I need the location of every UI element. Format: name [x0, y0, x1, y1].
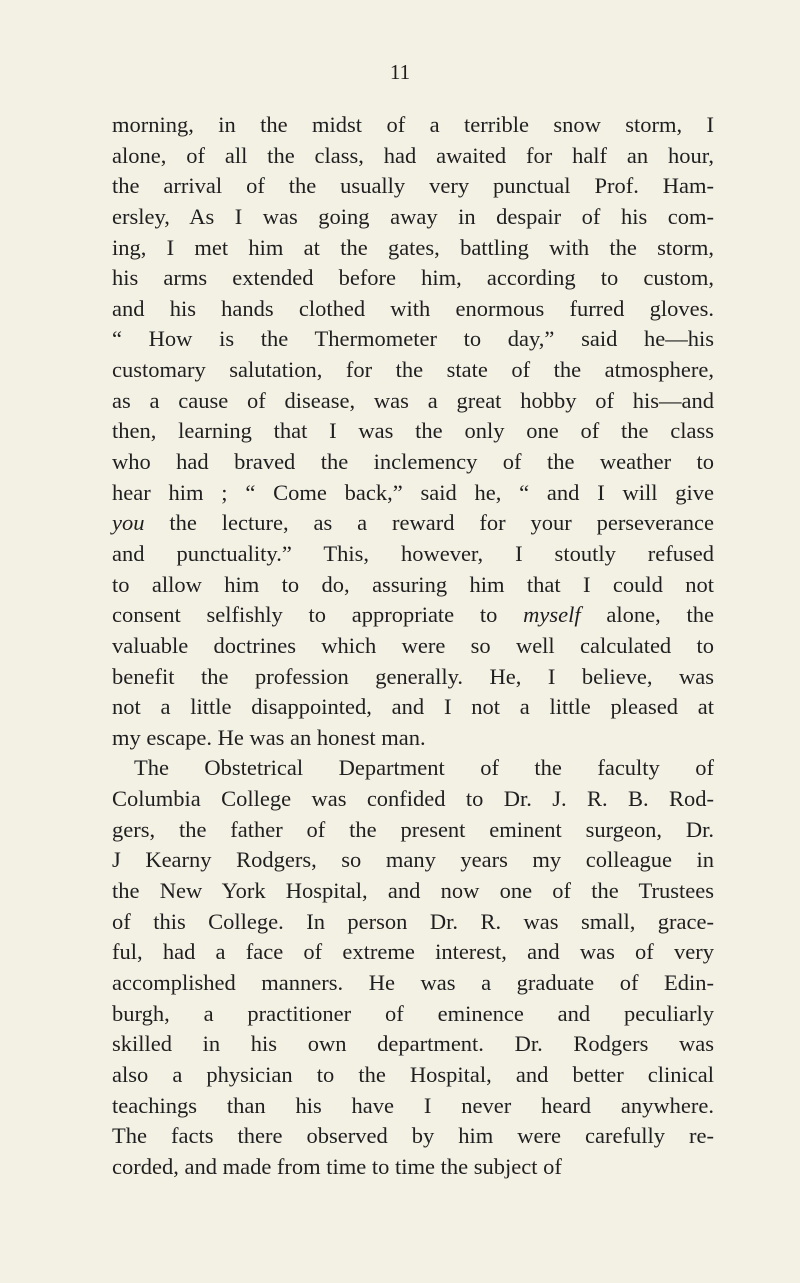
text-segment: the lecture, as a reward for your perseverance [144, 510, 714, 536]
text-segment: skilled in his own department. Dr. Rodgers was [112, 1031, 714, 1057]
text-line [112, 1152, 714, 1183]
text-segment: not a little disappointed, and I not a little pleased at [112, 694, 714, 720]
text-segment: teachings than his have I never heard anywhere. [112, 1092, 714, 1118]
text-segment: The facts there observed by him were carefully re- [112, 1123, 714, 1149]
text-line [112, 1121, 714, 1152]
text-segment: benefit the profession generally. He, I believe, was [112, 663, 714, 689]
text-segment: and his hands clothed with enormous furred gloves. [112, 295, 714, 321]
text-segment: Columbia College was confided to Dr. J. R. B. Rod- [112, 786, 714, 812]
text-segment: burgh, a practitioner of eminence and peculiarly [112, 1000, 714, 1026]
text-line [112, 723, 714, 754]
text-line [112, 1091, 714, 1122]
text-line [112, 631, 714, 662]
text-line [112, 937, 714, 968]
text-line [112, 753, 714, 784]
text-line [112, 141, 714, 172]
text-segment: the New York Hospital, and now one of the Trustees [112, 878, 714, 904]
text-line [112, 692, 714, 723]
text-segment: gers, the father of the present eminent surgeon, Dr. [112, 816, 714, 842]
text-line [112, 110, 714, 141]
text-segment: hear him ; “ Come back,” said he, “ and I will give [112, 479, 714, 505]
text-line [112, 202, 714, 233]
text-segment: J Kearny Rodgers, so many years my colleague in [112, 847, 714, 873]
page-number: 11 [389, 60, 411, 84]
text-segment: corded, and made from time to time the subject of [112, 1153, 562, 1179]
text-segment: The Obstetrical Department of the faculty of [134, 755, 714, 781]
text-segment: customary salutation, for the state of the atmosphere, [112, 357, 714, 383]
text-segment: his arms extended before him, according to custom, [112, 265, 714, 291]
text-line [112, 876, 714, 907]
text-line [112, 570, 714, 601]
text-line [112, 508, 714, 539]
text-segment: also a physician to the Hospital, and better clinical [112, 1061, 714, 1087]
italic-text: myself [523, 602, 581, 628]
text-line [112, 386, 714, 417]
text-segment: valuable doctrines which were so well calculated to [112, 632, 714, 658]
text-segment: ing, I met him at the gates, battling with the storm, [112, 234, 714, 260]
text-line [112, 907, 714, 938]
text-line [112, 478, 714, 509]
text-segment: accomplished manners. He was a graduate of Edin- [112, 969, 714, 995]
text-segment: alone, of all the class, had awaited for half an hour, [112, 142, 714, 168]
text-segment: alone, the [580, 602, 714, 628]
text-line [112, 447, 714, 478]
text-line [112, 355, 714, 386]
text-line [112, 539, 714, 570]
text-line [112, 171, 714, 202]
text-segment: as a cause of disease, was a great hobby of his—and [112, 387, 714, 413]
text-segment: the arrival of the usually very punctual Prof. Ham- [112, 173, 714, 199]
text-line [112, 1029, 714, 1060]
text-segment: and punctuality.” This, however, I stoutly refused [112, 540, 714, 566]
text-line [112, 999, 714, 1030]
text-line [112, 784, 714, 815]
text-line [112, 815, 714, 846]
text-line [112, 845, 714, 876]
text-line [112, 968, 714, 999]
text-line [112, 324, 714, 355]
text-line [112, 263, 714, 294]
text-segment: ful, had a face of extreme interest, and was of very [112, 939, 714, 965]
text-segment: who had braved the inclemency of the weather to [112, 449, 714, 475]
italic-text: you [112, 510, 145, 536]
text-line [112, 416, 714, 447]
text-line [112, 600, 714, 631]
text-segment: to allow him to do, assuring him that I could not [112, 571, 714, 597]
text-line [112, 233, 714, 264]
text-line [112, 294, 714, 325]
text-segment: morning, in the midst of a terrible snow storm, I [112, 112, 714, 137]
body-text [112, 110, 714, 1182]
text-segment: my escape. He was an honest man. [112, 724, 426, 750]
text-line [112, 662, 714, 693]
text-segment: of this College. In person Dr. R. was small, grace- [112, 908, 714, 934]
text-segment: “ How is the Thermometer to day,” said he—his [112, 326, 714, 352]
text-segment: ersley, As I was going away in despair of his com- [112, 203, 714, 229]
text-segment: consent selfishly to appropriate to [112, 602, 524, 628]
text-segment: then, learning that I was the only one of the class [112, 418, 714, 444]
text-line [112, 1060, 714, 1091]
